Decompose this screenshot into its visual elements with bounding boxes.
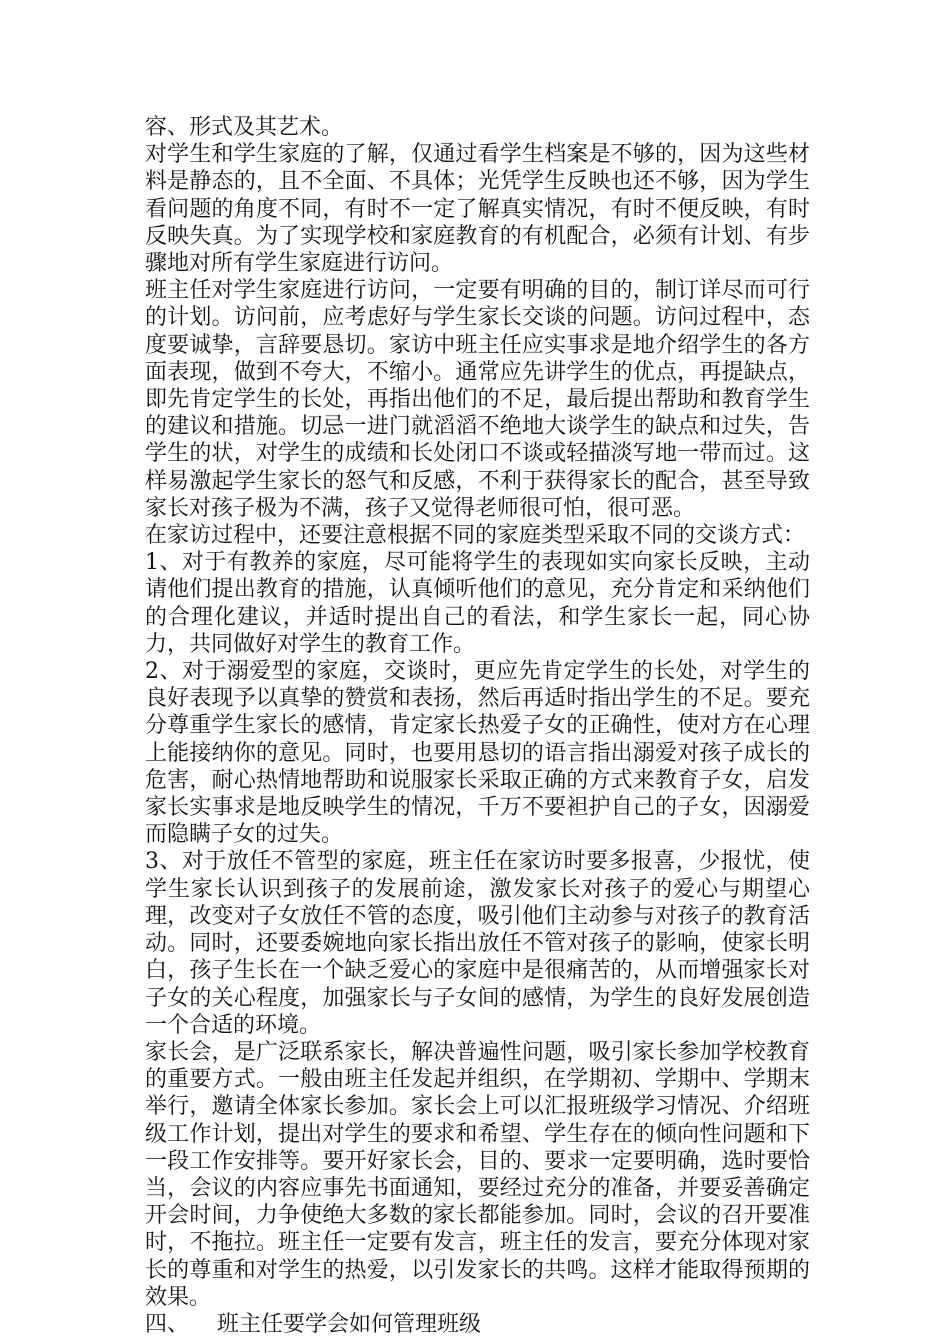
paragraph-parent-meeting: 家长会，是广泛联系家长，解决普遍性问题，吸引家长参加学校教育的重要方式。一般由班主任发起并组织，在学期初、学期中、学期末举行，邀请全体家长参加。家长会上可以汇报班级学习情况、介绍班级工作计划，提出对学生的要求和希望、学生存在的倾向性问题和下一段工作安排等。要开好家长会，目的、要求一定要明确，选时要恰当，会议的内容应事先书面通知，要经过充分的准备，并要妥善确定开会时间，力争使绝大多数的家长都能参加。同时，会议的召开要准时，不拖拉。班主任一定要有发言，班主任的发言，要充分体现对家长的尊重和对学生的热爱，以引发家长的共鸣。这样才能取得预期的效果。 [145,1039,810,1310]
section-heading [145,1311,810,1338]
paragraph-student-understanding: 对学生和学生家庭的了解，仅通过看学生档案是不够的，因为这些材料是静态的，且不全面、不具体；光凭学生反映也还不够，因为学生看问题的角度不同，有时不一定了解真实情况，有时不便反映，有时反映失真。为了实现学校和家庭教育的有机配合，必须有计划、有步骤地对所有学生家庭进行访问。 [145,142,810,277]
section-heading-number: 四、 [145,1311,190,1337]
section-heading-title: 班主任要学会如何管理班级 [217,1311,482,1337]
paragraph-educated-family: 1、对于有教养的家庭，尽可能将学生的表现如实向家长反映，主动请他们提出教育的措施，认真倾听他们的意见，充分肯定和采纳他们的合理化建议，并适时提出自己的看法，和学生家长一起，同心协力，共同做好对学生的教育工作。 [145,550,810,657]
document-body [145,114,810,1338]
paragraph-continuation: 容、形式及其艺术。 [145,115,344,140]
paragraph-family-types-intro: 在家访过程中，还要注意根据不同的家庭类型采取不同的交谈方式： [145,523,806,549]
paragraph-neglectful-family: 3、对于放任不管型的家庭，班主任在家访时要多报喜，少报忧，使学生家长认识到孩子的发展前途，激发家长对孩子的爱心与期望心理，改变对子女放任不管的态度，吸引他们主动参与对孩子的教育活动。同时，还要委婉地向家长指出放任不管对孩子的影响，使家长明白，孩子生长在一个缺乏爱心的家庭中是很痛苦的，从而增强家长对子女的关心程度，加强家长与子女间的感情，为学生的良好发展创造一个合适的环境。 [145,849,810,1038]
paragraph-doting-family: 2、对于溺爱型的家庭，交谈时，更应先肯定学生的长处，对学生的良好表现予以真挚的赞赏和表扬，然后再适时指出学生的不足。要充分尊重学生家长的感情，肯定家长热爱子女的正确性，使对方在心理上能接纳你的意见。同时，也要用恳切的语言指出溺爱对孩子成长的危害，耐心热情地帮助和说服家长采取正确的方式来教育子女，启发家长实事求是地反映学生的情况，千万不要袒护自己的子女，因溺爱而隐瞒子女的过失。 [145,659,810,848]
paragraph-home-visit-purpose: 班主任对学生家庭进行访问，一定要有明确的目的，制订详尽而可行的计划。访问前，应考虑好与学生家长交谈的问题。访问过程中，态度要诚挚，言辞要恳切。家访中班主任应实事求是地介绍学生的各方面表现，做到不夸大，不缩小。通常应先讲学生的优点，再提缺点，即先肯定学生的长处，再指出他们的不足，最后提出帮助和教育学生的建议和措施。切忌一进门就滔滔不绝地大谈学生的缺点和过失，告学生的状，对学生的成绩和长处闭口不谈或轻描淡写地一带而过。这样易激起学生家长的怒气和反感，不利于获得家长的配合，甚至导致家长对孩子极为不满，孩子又觉得老师很可怕，很可恶。 [145,278,810,521]
